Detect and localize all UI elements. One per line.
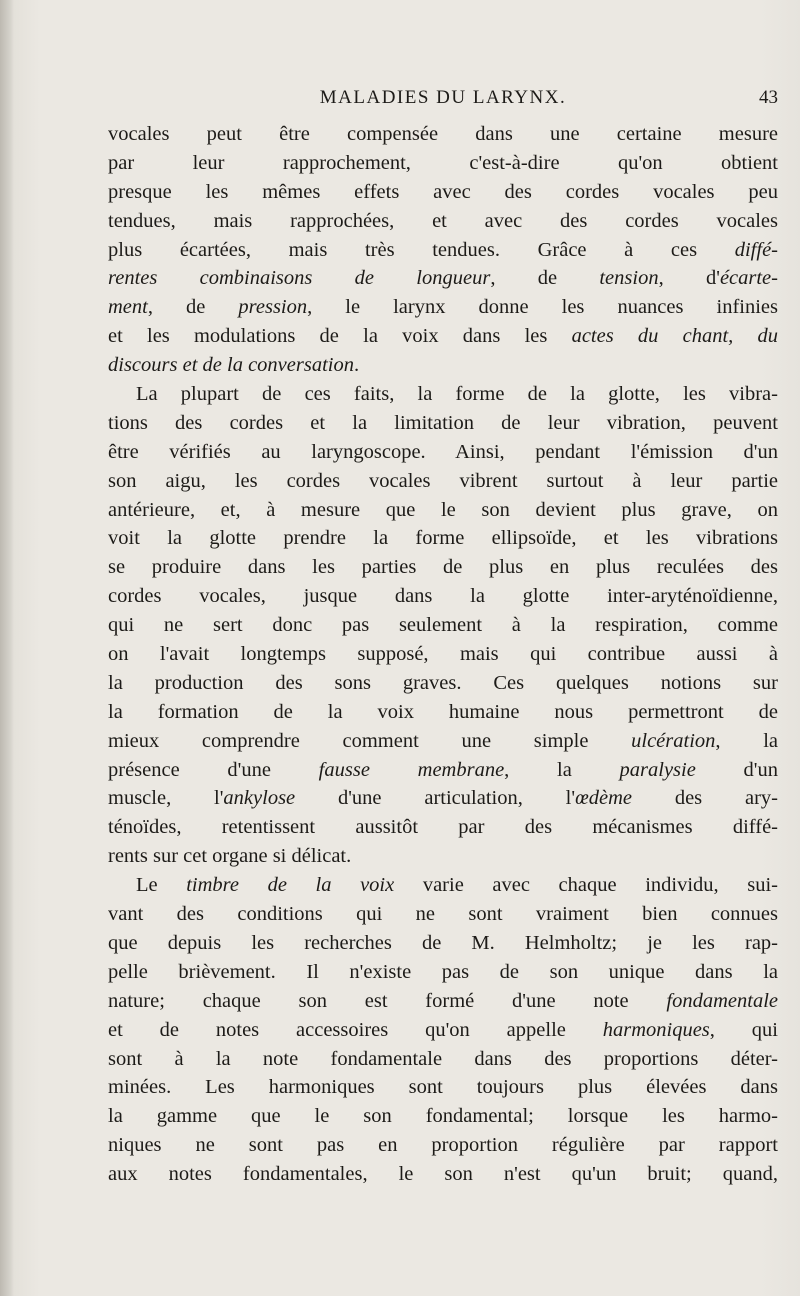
text-run: , de <box>490 267 600 290</box>
italic-phrase: ment <box>108 296 148 319</box>
text-run: minées. Les harmoniques sont toujours plus élevées dans <box>108 1076 778 1099</box>
text-run: vant des conditions qui ne sont vraiment bien connues <box>108 903 778 926</box>
book-spine-shadow <box>0 0 14 1296</box>
text-run: , la <box>715 729 778 752</box>
text-run: , d' <box>658 267 720 290</box>
text-run: pelle brièvement. Il n'existe pas de son unique dans la <box>108 960 778 983</box>
italic-phrase: diffé- <box>734 238 778 261</box>
text-run: la gamme que le son fondamental; lorsque les harmo- <box>108 1105 778 1128</box>
italic-phrase: pression <box>238 296 308 319</box>
text-run: , qui <box>709 1018 778 1041</box>
text-run: la formation de la voix humaine nous permettront de <box>108 700 778 723</box>
text-line <box>108 958 778 987</box>
italic-phrase: paralysie <box>619 758 696 781</box>
text-run: , le larynx donne les nuances infinies <box>307 296 778 319</box>
body-text <box>108 120 778 1189</box>
text-run: et les modulations de la voix dans les <box>108 325 572 348</box>
text-run: par leur rapprochement, c'est-à-dire qu'on obtient <box>108 151 778 174</box>
text-run: tendues, mais rapprochées, et avec des cordes vocales <box>108 209 778 232</box>
running-title: MALADIES DU LARYNX. <box>319 87 567 108</box>
text-line <box>108 351 778 380</box>
text-run: muscle, l' <box>108 787 224 810</box>
italic-phrase: ulcération <box>631 729 716 752</box>
text-line <box>108 813 778 842</box>
text-run: , la <box>504 758 620 781</box>
text-run: son aigu, les cordes vocales vibrent surtout à leur partie <box>108 469 778 492</box>
text-run: . <box>353 354 360 377</box>
text-run: sont à la note fondamentale dans des proportions déter- <box>108 1047 778 1070</box>
text-line <box>108 264 778 293</box>
text-run: nature; chaque son est formé d'une note <box>108 989 667 1012</box>
text-run: rents sur cet organe si délicat. <box>108 845 352 868</box>
text-line <box>108 727 778 756</box>
text-line <box>108 1102 778 1131</box>
text-line <box>108 842 778 871</box>
text-line <box>108 756 778 785</box>
text-run: on l'avait longtemps supposé, mais qui contribue aussi à <box>108 643 778 666</box>
text-run: d'un <box>695 758 778 781</box>
text-run: d'une articulation, l' <box>295 787 576 810</box>
text-line <box>108 380 778 409</box>
text-run: antérieure, et, à mesure que le son devient plus grave, on <box>108 498 778 521</box>
text-run: tions des cordes et la limitation de leur vibration, peuvent <box>108 411 778 434</box>
text-line <box>108 1045 778 1074</box>
text-line <box>108 496 778 525</box>
text-run: présence d'une <box>108 758 319 781</box>
italic-phrase: harmoniques <box>602 1018 710 1041</box>
text-line <box>108 524 778 553</box>
text-line <box>108 1131 778 1160</box>
text-run: ténoïdes, retentissent aussitôt par des mécanismes diffé- <box>108 816 778 839</box>
text-line <box>108 207 778 236</box>
text-run: cordes vocales, jusque dans la glotte inter-aryténoïdienne, <box>108 585 778 608</box>
text-line <box>108 293 778 322</box>
text-line <box>108 120 778 149</box>
text-line <box>108 409 778 438</box>
text-line <box>108 784 778 813</box>
text-run: qui ne sert donc pas seulement à la respiration, comme <box>108 614 778 637</box>
text-line <box>108 1016 778 1045</box>
text-line <box>108 467 778 496</box>
italic-phrase: rentes combinaisons de longueur <box>108 267 491 290</box>
text-run: la production des sons graves. Ces quelques notions sur <box>108 671 778 694</box>
text-run: mieux comprendre comment une simple <box>108 729 632 752</box>
text-line <box>108 987 778 1016</box>
running-head <box>108 86 778 110</box>
italic-phrase: œdème <box>575 787 632 810</box>
text-line <box>108 698 778 727</box>
text-run: varie avec chaque individu, sui- <box>394 874 779 897</box>
italic-phrase: timbre de la voix <box>186 874 395 897</box>
page-number: 43 <box>759 87 778 108</box>
text-line <box>108 178 778 207</box>
text-run: que depuis les recherches de M. Helmholtz; je les rap- <box>108 931 778 954</box>
text-line <box>108 1073 778 1102</box>
text-run: et de notes accessoires qu'on appelle <box>108 1018 603 1041</box>
text-run: plus écartées, mais très tendues. Grâce à ces <box>108 238 735 261</box>
text-run: vocales peut être compensée dans une certaine mesure <box>108 123 778 145</box>
text-line <box>108 929 778 958</box>
text-run: niques ne sont pas en proportion régulière par rapport <box>108 1134 778 1157</box>
text-line <box>108 582 778 611</box>
text-run: aux notes fondamentales, le son n'est qu'un bruit; quand, <box>108 1163 778 1186</box>
italic-phrase: fausse membrane <box>318 758 505 781</box>
text-run: , de <box>147 296 239 319</box>
text-line <box>108 611 778 640</box>
italic-phrase: ankylose <box>223 787 296 810</box>
text-run: se produire dans les parties de plus en plus reculées des <box>108 556 778 579</box>
text-line <box>108 149 778 178</box>
text-line <box>108 438 778 467</box>
text-line <box>108 640 778 669</box>
text-line <box>108 1160 778 1189</box>
italic-phrase: écarte- <box>719 267 778 290</box>
text-line <box>108 553 778 582</box>
italic-phrase: discours et de la conversation <box>108 354 354 377</box>
text-run: des ary- <box>632 787 778 810</box>
italic-phrase: actes du chant, du <box>571 325 778 348</box>
text-line <box>108 236 778 265</box>
text-run: La plupart de ces faits, la forme de la glotte, les vibra- <box>136 383 778 406</box>
text-run: être vérifiés au laryngoscope. Ainsi, pendant l'émission d'un <box>108 440 778 463</box>
text-line <box>108 669 778 698</box>
text-line <box>108 322 778 351</box>
italic-phrase: fondamentale <box>666 989 778 1012</box>
text-run: Le <box>136 874 187 897</box>
italic-phrase: tension <box>599 267 659 290</box>
text-run: presque les mêmes effets avec des cordes vocales peu <box>108 180 778 203</box>
text-line <box>108 900 778 929</box>
text-line <box>108 871 778 900</box>
text-run: voit la glotte prendre la forme ellipsoïde, et les vibrations <box>108 527 778 550</box>
